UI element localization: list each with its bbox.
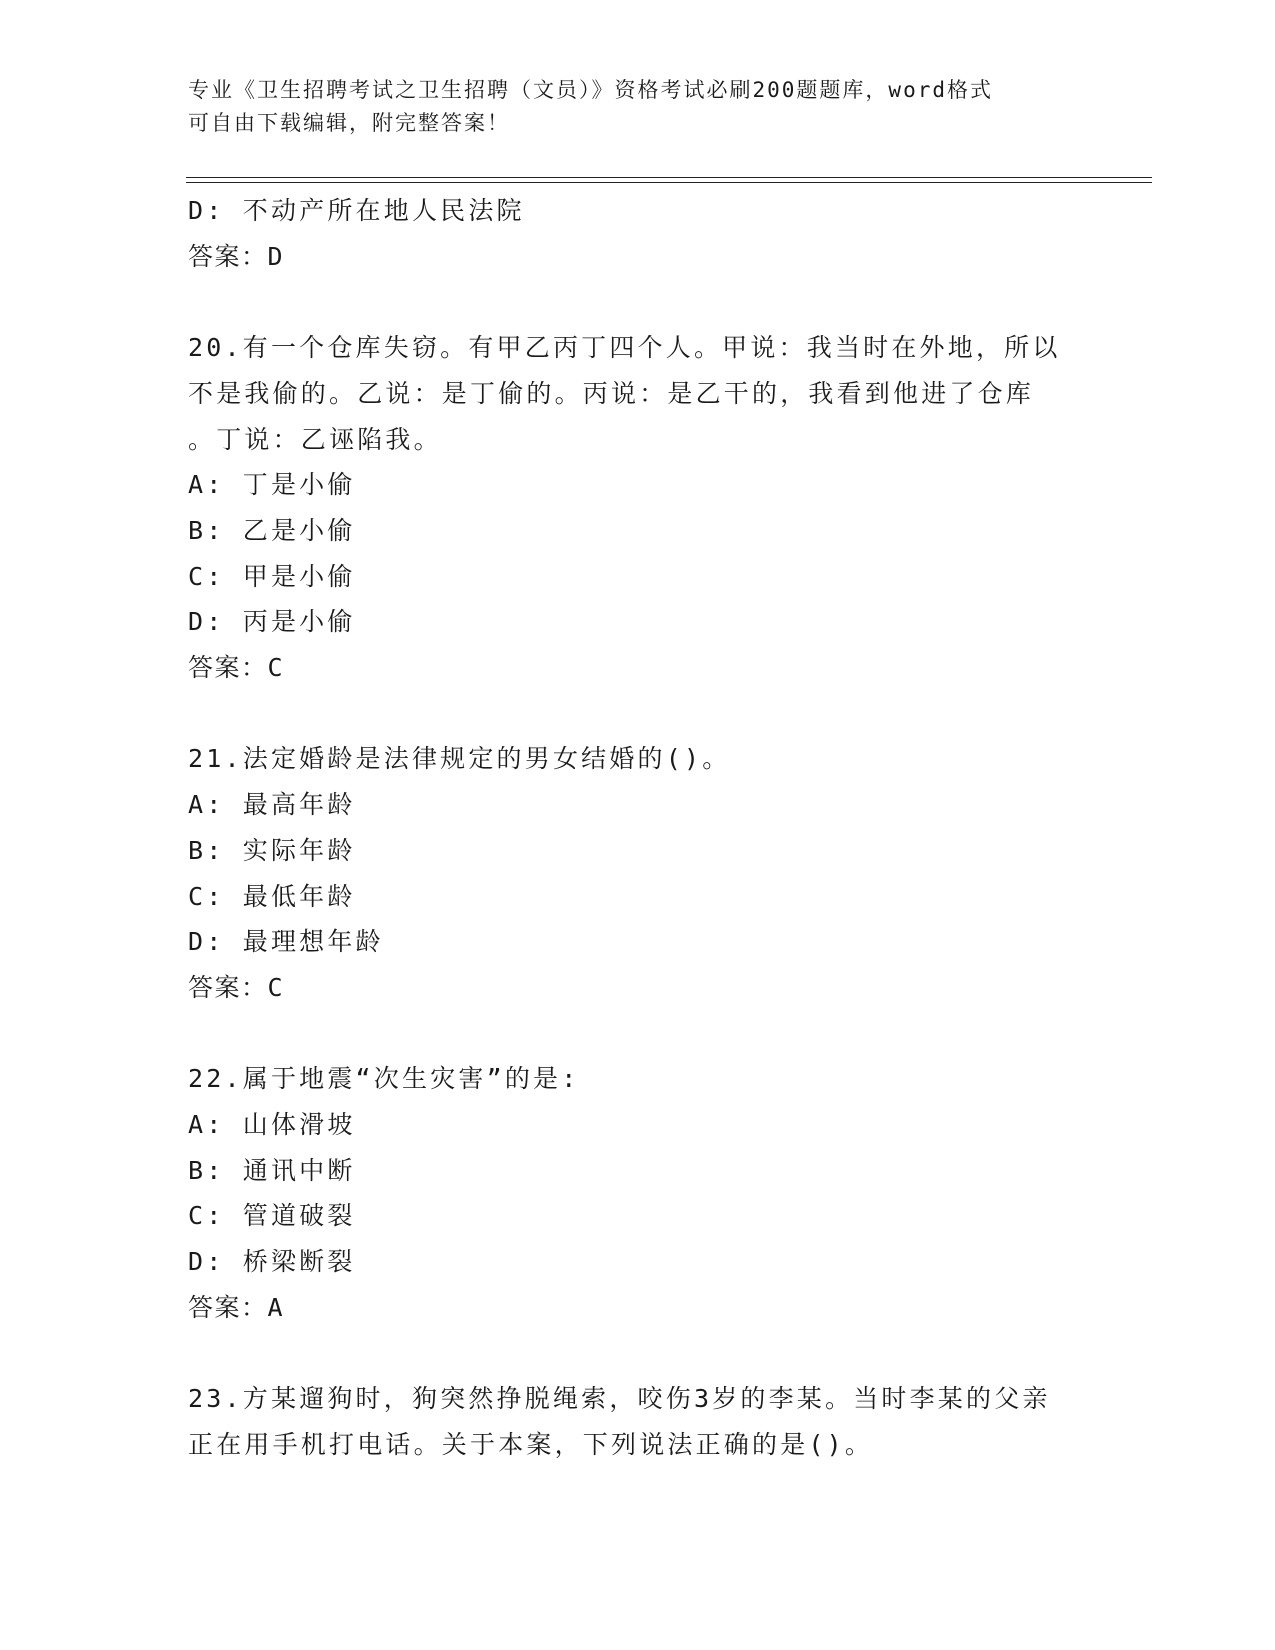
text-line: D: 桥梁断裂 — [188, 1247, 356, 1277]
text-line: 22.属于地震“次生灾害”的是: — [188, 1064, 580, 1094]
text-line: 。丁说：乙诬陷我。 — [188, 424, 442, 454]
text-line: 不是我偷的。乙说：是丁偷的。丙说：是乙干的，我看到他进了仓库 — [188, 378, 1035, 408]
text-line: C: 管道破裂 — [188, 1201, 356, 1231]
header-line-2: 可自由下载编辑，附完整答案！ — [188, 111, 510, 135]
document-header — [188, 74, 1088, 140]
text-line: B: 乙是小偷 — [188, 515, 356, 545]
answer-line: 答案：C — [188, 972, 285, 1002]
text-line: A: 最高年龄 — [188, 790, 356, 820]
header-line-1: 专业《卫生招聘考试之卫生招聘（文员）》资格考试必刷200题题库，word格式 — [188, 78, 993, 102]
answer-line: 答案：D — [188, 241, 285, 271]
blank-line — [188, 691, 1088, 737]
blank-line — [188, 1331, 1088, 1377]
text-line: 21.法定婚龄是法律规定的男女结婚的()。 — [188, 744, 731, 774]
text-line: B: 通讯中断 — [188, 1155, 356, 1185]
text-line: 正在用手机打电话。关于本案，下列说法正确的是()。 — [188, 1429, 874, 1459]
answer-line: 答案：A — [188, 1292, 285, 1322]
text-line: B: 实际年龄 — [188, 835, 356, 865]
blank-line — [188, 279, 1088, 325]
text-line: D: 丙是小偷 — [188, 607, 356, 637]
text-line: D: 最理想年龄 — [188, 927, 384, 957]
text-line: C: 最低年龄 — [188, 881, 356, 911]
text-line: 20.有一个仓库失窃。有甲乙丙丁四个人。甲说：我当时在外地，所以 — [188, 333, 1061, 363]
header-rule-bottom — [186, 182, 1152, 183]
question-content — [188, 188, 1088, 1468]
text-line: 23.方某遛狗时，狗突然挣脱绳索，咬伤3岁的李某。当时李某的父亲 — [188, 1384, 1051, 1414]
blank-line — [188, 1011, 1088, 1057]
header-rule-top — [186, 177, 1152, 178]
text-line: D: 不动产所在地人民法院 — [188, 196, 525, 225]
text-line: A: 丁是小偷 — [188, 470, 356, 500]
text-line: A: 山体滑坡 — [188, 1110, 356, 1140]
text-line: C: 甲是小偷 — [188, 561, 356, 591]
answer-line: 答案：C — [188, 653, 285, 683]
